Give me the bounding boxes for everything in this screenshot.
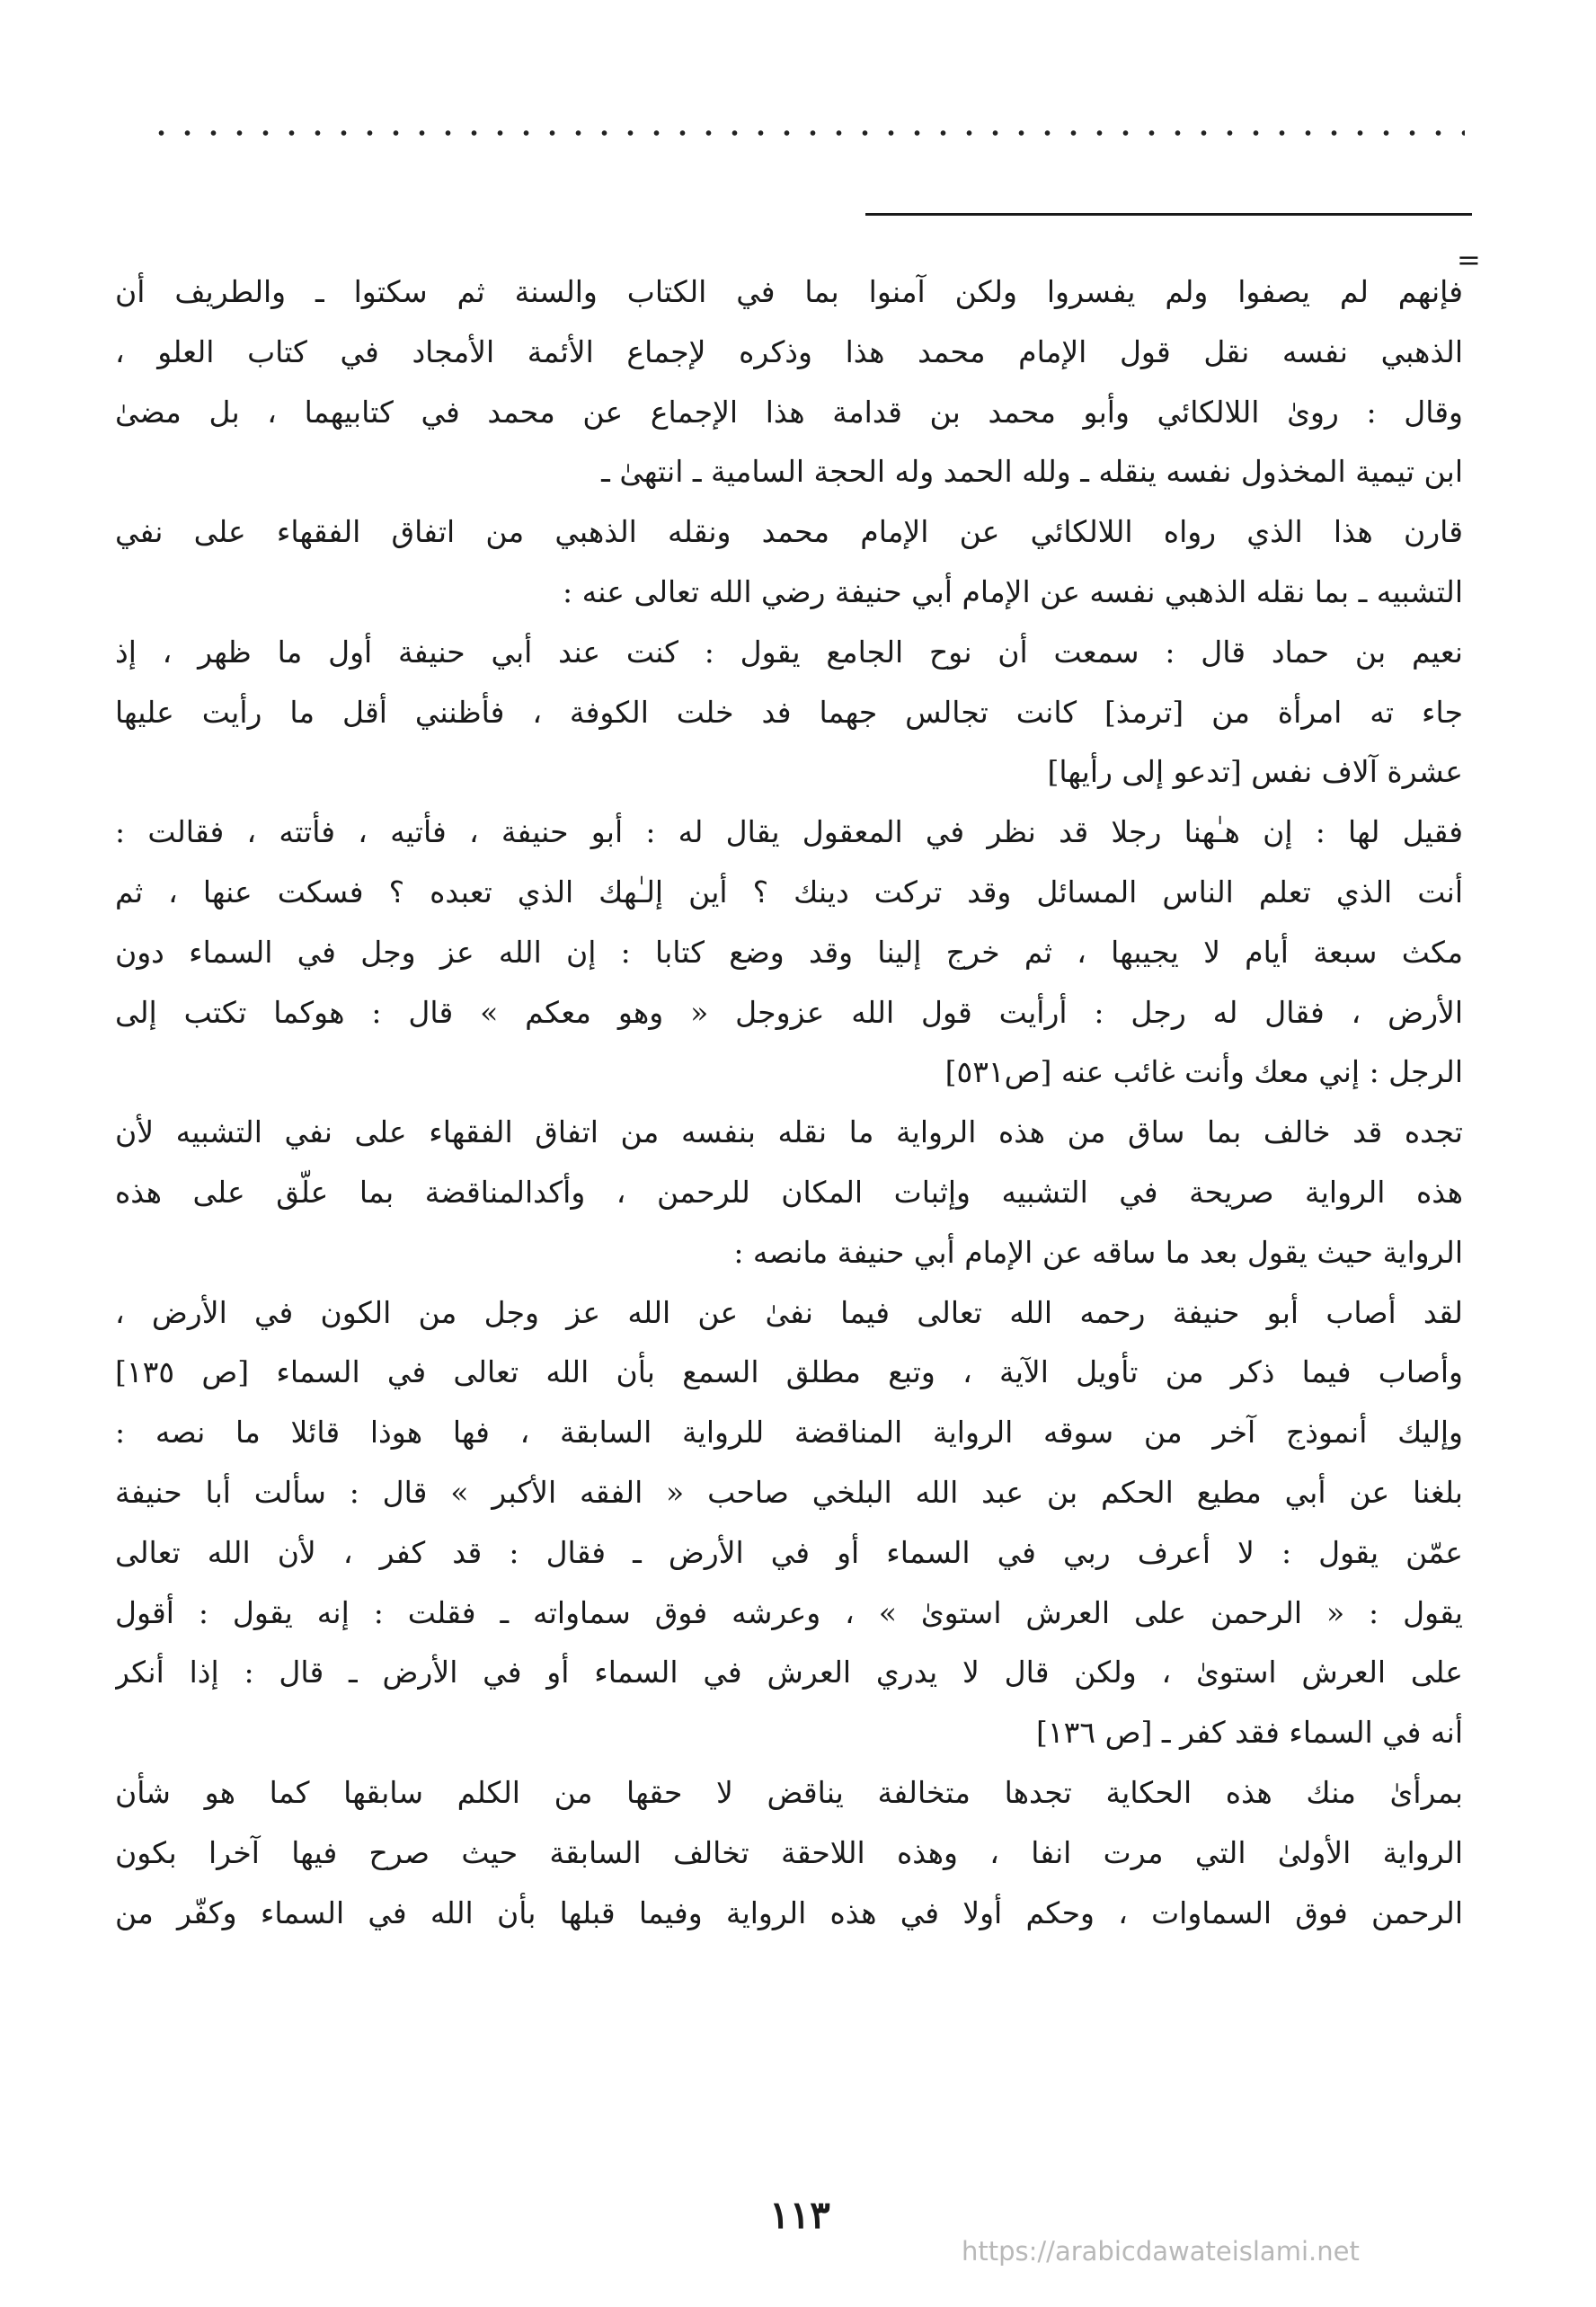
text-line: ابن تيمية المخذول نفسه ينقله ـ ولله الحمد وله الحجة السامية ـ انتهىٰ ـ <box>601 454 1463 490</box>
text-line: الرواية الأولىٰ التي مرت انفا ، وهذه اللاحقة تخالف السابقة حيث صرح فيها آخرا بكون <box>115 1834 1463 1870</box>
text-line: أنت الذي تعلم الناس المسائل وقد تركت دينك ؟ أين إلـٰهك الذي تعبده ؟ فسكت عنها ، ثم <box>115 874 1463 909</box>
text-line: على العرش استوىٰ ، ولكن قال لا يدري العرش في السماء أو في الأرض ـ قال : إذا أنكر <box>115 1655 1463 1690</box>
text-line: أنه في السماء فقد كفر ـ [ص ١٣٦] <box>1036 1715 1463 1751</box>
text-line: وإليك أنموذج آخر من سوقه الرواية المناقضة للرواية السابقة ، فها هوذا قائلا ما نصه : <box>115 1415 1463 1451</box>
text-line: عشرة آلاف نفس [تدعو إلى رأيها] <box>1047 754 1463 790</box>
text-line: الرحمن فوق السماوات ، وحكم أولا في هذه الرواية وفيما قبلها بأن الله في السماء وكفّر من <box>115 1894 1463 1930</box>
text-line: عمّن يقول : لا أعرف ربي في السماء أو في الأرض ـ فقال : قد كفر ، لأن الله تعالى <box>115 1534 1463 1570</box>
text-line: وأصاب فيما ذكر من تأويل الآية ، وتبع مطلق السمع بأن الله تعالى في السماء [ص ١٣٥] <box>115 1354 1463 1390</box>
text-line: قارن هذا الذي رواه اللالكائي عن الإمام محمد ونقله الذهبي من اتفاق الفقهاء على نفي <box>115 514 1463 550</box>
text-line: هذه الرواية صريحة في التشبيه وإثبات المكان للرحمن ، وأكدالمناقضة بما علّق على هذه <box>115 1174 1463 1210</box>
text-line: وقال : روىٰ اللالكائي وأبو محمد بن قدامة هذا الإجماع عن محمد في كتابيهما ، بل مضىٰ <box>115 394 1463 430</box>
text-line: الرجل : إني معك وأنت غائب عنه [ص٥٣١] <box>944 1054 1463 1090</box>
text-line: التشبيه ـ بما نقله الذهبي نفسه عن الإمام أبي حنيفة رضي الله تعالى عنه : <box>563 573 1463 609</box>
text-line: تجده قد خالف بما ساق من هذه الرواية ما نقله بنفسه من اتفاق الفقهاء على نفي التشبيه لأن <box>115 1114 1463 1150</box>
text-line: لقد أصاب أبو حنيفة رحمه الله تعالى فيما نفىٰ عن الله عز وجل من الكون في الأرض ، <box>115 1294 1463 1330</box>
text-line: الأرض ، فقال له رجل : أرأيت قول الله عزوجل « وهو معكم » قال : هوكما تكتب إلى <box>115 994 1463 1030</box>
dotted-header-rule <box>148 129 1465 138</box>
continuation-mark: = <box>1457 243 1481 277</box>
text-line: مكث سبعة أيام لا يجيبها ، ثم خرج إلينا وقد وضع كتابا : إن الله عز وجل في السماء دون <box>115 934 1463 970</box>
watermark-url: https://arabicdawateislami.net <box>962 2236 1360 2267</box>
text-line: فإنهم لم يصفوا ولم يفسروا ولكن آمنوا بما في الكتاب والسنة ثم سكتوا ـ والطريف أن <box>115 274 1463 309</box>
text-line: الرواية حيث يقول بعد ما ساقه عن الإمام أبي حنيفة مانصه : <box>733 1234 1463 1270</box>
text-line: بلغنا عن أبي مطيع الحكم بن عبد الله البلخي صاحب « الفقه الأكبر » قال : سألت أبا حنيفة <box>115 1474 1463 1510</box>
body-text <box>115 262 1463 1943</box>
text-line: يقول : « الرحمن على العرش استوىٰ » ، وعرشه فوق سماواته ـ فقلت : إنه يقول : أقول <box>115 1594 1463 1630</box>
text-line: نعيم بن حماد قال : سمعت أن نوح الجامع يقول : كنت عند أبي حنيفة أول ما ظهر ، إذ <box>115 634 1463 670</box>
text-line: فقيل لها : إن هـٰهنا رجلا قد نظر في المعقول يقال له : أبو حنيفة ، فأتيه ، فأتته ، فقالت : <box>115 814 1463 850</box>
text-line: الذهبي نفسه نقل قول الإمام محمد هذا وذكره لإجماع الأئمة الأمجاد في كتاب العلو ، <box>115 333 1463 369</box>
text-line: جاء ته امرأة من [ترمذ] كانت تجالس جهما فد خلت الكوفة ، فأظنني أقل ما رأيت عليها <box>115 694 1463 730</box>
footnote-separator-rule <box>865 213 1472 216</box>
text-line: بمرأىٰ منك هذه الحكاية تجدها متخالفة يناقض لا حقها من الكلم سابقها كما هو شأن <box>115 1774 1463 1810</box>
page-number: ١١٣ <box>769 2193 830 2237</box>
